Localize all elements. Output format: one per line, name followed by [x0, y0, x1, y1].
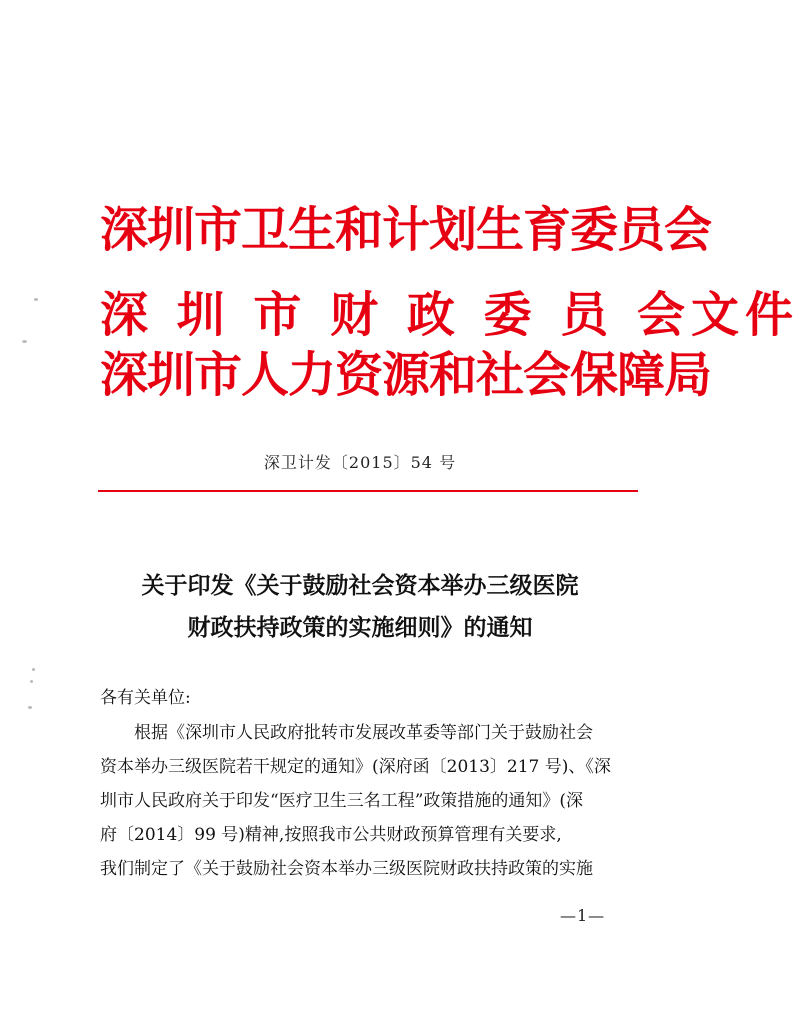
issuer-line-health-commission: 深圳市卫生和计划生育委员会 — [100, 202, 712, 258]
document-number: 深卫计发〔2015〕54 号 — [263, 453, 457, 472]
issuer-line-human-resources: 深圳市人力资源和社会保障局 — [100, 347, 712, 403]
scan-speck — [30, 680, 33, 683]
body-line: 根据《深圳市人民政府批转市发展改革委等部门关于鼓励社会 — [134, 723, 593, 743]
document-title — [0, 565, 720, 649]
issuer-line-finance-commission: 深 圳 市 财 政 委 员 会文件 — [100, 287, 799, 343]
body-line: 资本举办三级医院若干规定的通知》(深府函〔2013〕217 号)、《深 — [100, 757, 611, 777]
scan-speck — [32, 668, 35, 671]
title-line-2: 财政扶持政策的实施细则》的通知 — [187, 614, 533, 641]
page-number: —1— — [560, 906, 606, 925]
body-line: 圳市人民政府关于印发“医疗卫生三名工程”政策措施的通知》(深 — [100, 791, 584, 811]
scan-speck — [28, 706, 32, 709]
body-line: 府〔2014〕99 号)精神,按照我市公共财政预算管理有关要求, — [100, 825, 562, 845]
title-line-1: 关于印发《关于鼓励社会资本举办三级医院 — [141, 572, 579, 599]
salutation: 各有关单位: — [100, 688, 191, 708]
red-divider-line — [98, 490, 638, 492]
body-line: 我们制定了《关于鼓励社会资本举办三级医院财政扶持政策的实施 — [100, 859, 593, 879]
scan-speck — [34, 298, 38, 301]
body-paragraph — [100, 716, 645, 886]
scan-speck — [22, 340, 27, 343]
